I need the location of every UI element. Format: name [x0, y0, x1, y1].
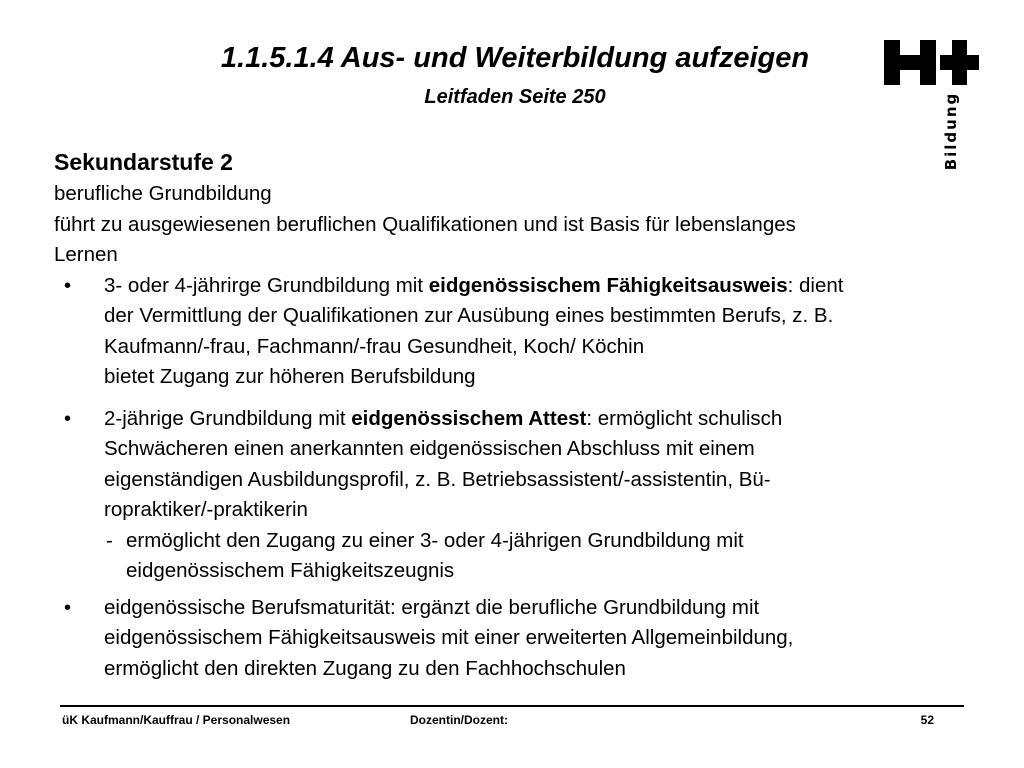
bullet-line: eidgenössischem Fähigkeitsausweis mit einer erweiterten Allgemeinbildung,	[104, 626, 794, 649]
bullet-icon: •	[64, 407, 72, 430]
bullet-item	[54, 404, 954, 587]
bullet-line: eigenständigen Ausbildungsprofil, z. B. Betriebsassistent/-assistentin, Bü-	[104, 467, 771, 491]
sub-item	[104, 526, 954, 587]
section-heading: Sekundarstufe 2	[54, 149, 233, 175]
bullet-text: 3- oder 4-jährirge Grundbildung mit	[104, 273, 429, 297]
bullet-line: ropraktiker/-praktikerin	[104, 498, 308, 521]
bullet-bold-text: eidgenössischem Fähigkeitsausweis	[428, 273, 788, 297]
dash-marker: -	[106, 528, 113, 552]
bullet-line: eidgenössische Berufsmaturität: ergänzt die berufliche Grundbildung mit	[104, 595, 760, 619]
page-number: 52	[920, 713, 934, 727]
bullet-line: Schwächeren einen anerkannten eidgenössischen Abschluss mit einem	[104, 437, 755, 460]
slide-subtitle: Leitfaden Seite 250	[424, 86, 606, 108]
bullet-line: Kaufmann/-frau, Fachmann/-frau Gesundheit, Koch/ Köchin	[104, 334, 645, 358]
bullet-icon: •	[64, 274, 72, 297]
bullet-icon: •	[64, 596, 72, 619]
bullet-line: ermöglicht den direkten Zugang zu den Fachhochschulen	[104, 656, 626, 680]
bullet-item	[54, 271, 954, 393]
intro-line: Lernen	[54, 243, 118, 266]
bullet-item	[54, 593, 954, 685]
bullet-text: : dient	[787, 273, 844, 297]
footer-lecturer: Dozentin/Dozent:	[410, 713, 508, 727]
sub-line: eidgenössischem Fähigkeitszeugnis	[126, 559, 455, 582]
bullet-bold-text: eidgenössischem Attest	[351, 406, 587, 430]
bullet-text: 2-jährige Grundbildung mit	[104, 406, 352, 430]
bullet-line	[104, 271, 954, 302]
bullet-line: der Vermittlung der Qualifikationen zur Ausübung eines bestimmten Berufs, z. B.	[104, 304, 834, 327]
bullet-line: bietet Zugang zur höheren Berufsbildung	[104, 365, 476, 388]
sub-line: ermöglicht den Zugang zu einer 3- oder 4-jährigen Grundbildung mit	[126, 528, 744, 552]
bullet-line	[104, 404, 954, 435]
footer-divider	[60, 705, 964, 707]
intro-line: berufliche Grundbildung	[54, 182, 272, 205]
bullet-text: : ermöglicht schulisch	[586, 406, 783, 430]
logo-label: Bildung	[942, 91, 960, 171]
footer-course: üK Kaufmann/Kauffrau / Personalwesen	[62, 713, 291, 727]
intro-line: führt zu ausgewiesenen beruflichen Qualifikationen und ist Basis für lebenslanges	[54, 212, 796, 236]
slide-body	[54, 146, 954, 684]
slide-title: 1.1.5.1.4 Aus- und Weiterbildung aufzeigen	[220, 42, 810, 74]
